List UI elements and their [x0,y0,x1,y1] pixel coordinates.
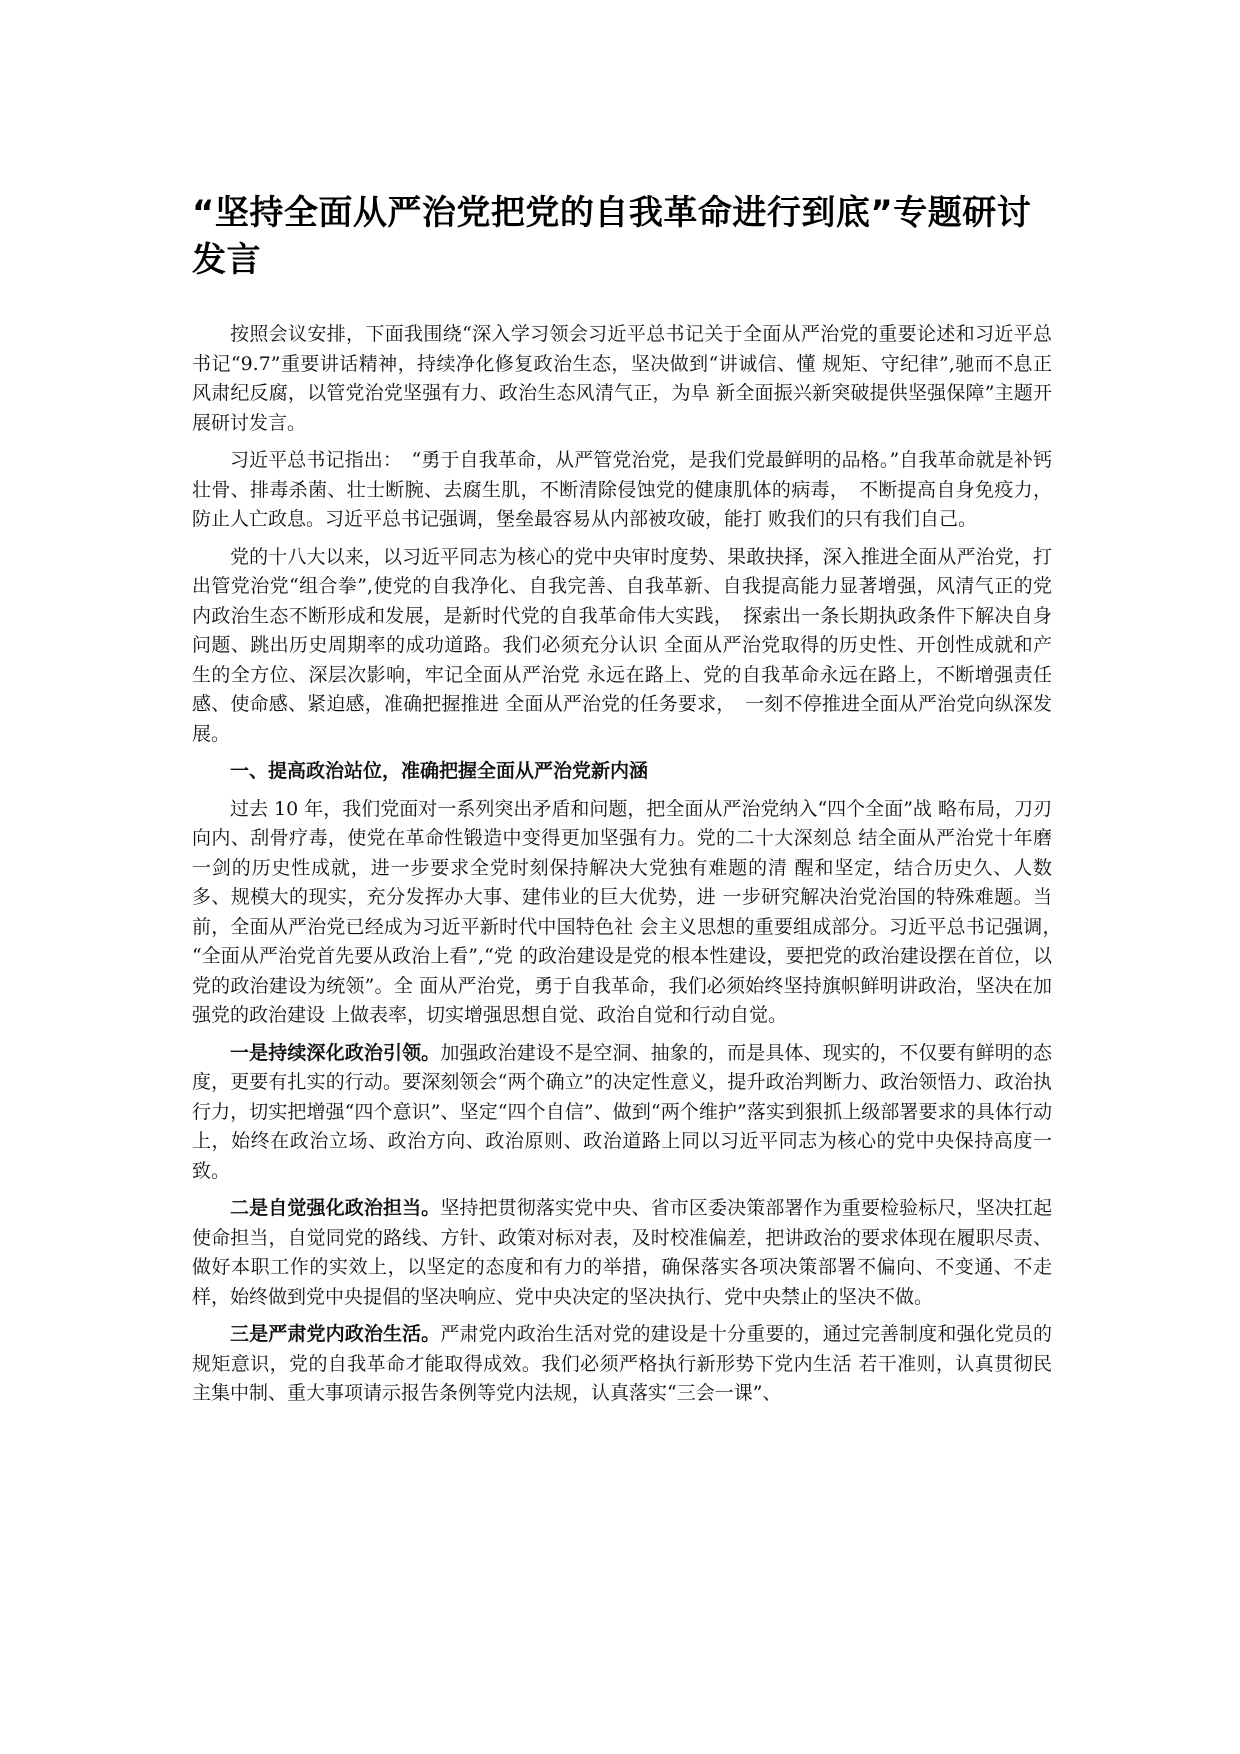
point-lead-2: 二是自觉强化政治担当。 [230,1197,441,1219]
point-text-3: 严肃党内政治生活对党的建设是十分重要的，通过完善制度和强化党员的规矩意识，党的自我革命才能取得成效。我们必须严格执行新形势下党内生活 若干准则，认真贯彻民主集中制、重大事项请示报告条例等党内法规，认真落实“三会一课”、 [192,1323,1052,1404]
point-text-2: 坚持把贯彻落实党中央、省市区委决策部署作为重要检验标尺，坚决扛起使命担当，自觉同党的路线、方针、政策对标对表，及时校准偏差，把讲政治的要求体现在履职尽责、做好本职工作的实效上，以坚定的态度和有力的举措，确保落实各项决策部署不偏向、不变通、不走样，始终做到党中央提倡的坚决响应、党中央决定的坚决执行、党中央禁止的坚决不做。 [192,1197,1052,1308]
background-paragraph: 党的十八大以来，以习近平同志为核心的党中央审时度势、果敢抉择，深入推进全面从严治党，打出管党治党“组合拳”,使党的自我净化、自我完善、自我革新、自我提高能力显著增强，风清气正的党内政治生态不断形成和发展，是新时代党的自我革命伟大实践， 探索出一条长期执政条件下解决自身问题、跳出历史周期率的成功道路。我们必须充分认识 全面从严治党取得的历史性、开创性成就和产生的全方位、深层次影响，牢记全面从严治党 永远在路上、党的自我革命永远在路上，不断增强责任感、使命感、紧迫感，准确把握推进 全面从严治党的任务要求， 一刻不停推进全面从严治党向纵深发展。 [192,545,1052,745]
point-paragraph-3 [192,1320,1052,1409]
document-title: “坚持全面从严治党把党的自我革命进行到底”专题研讨发言 [192,193,1032,280]
point-lead-1: 一是持续深化政治引领。 [230,1041,441,1064]
document-page [192,190,1072,1417]
section-heading: 一、提高政治站位，准确把握全面从严治党新内涵 [230,760,649,782]
point-paragraph-1 [192,1039,1052,1187]
point-text-1: 加强政治建设不是空洞、抽象的，而是具体、现实的，不仅要有鲜明的态度，更要有扎实的行动。要深刻领会“两个确立”的决定性意义，提升政治判断力、政治领悟力、政治执行力，切实把增强“四个意识”、坚定“四个自信”、做到“两个维护”落实到狠抓上级部署要求的具体行动上，始终在政治立场、政治方向、政治原则、政治道路上同以习近平同志为核心的党中央保持高度一致。 [192,1041,1052,1182]
intro-paragraph: 按照会议安排，下面我围绕“深入学习领会习近平总书记关于全面从严治党的重要论述和习近平总书记“9.7”重要讲话精神，持续净化修复政治生态，坚决做到“讲诚信、懂 规矩、守纪律”,驰而不息正风肃纪反腐，以管党治党坚强有力、政治生态风清气正，为阜 新全面振兴新突破提供坚强保障”主题开展研讨发言。 [192,323,1052,434]
point-paragraph-2 [192,1194,1052,1312]
section-intro-paragraph: 过去 10 年，我们党面对一系列突出矛盾和问题，把全面从严治党纳入“四个全面”战 略布局，刀刃向内、刮骨疗毒，使党在革命性锻造中变得更加坚强有力。党的二十大深刻总 结全面从严治党十年磨一剑的历史性成就，进一步要求全党时刻保持解决大党独有难题的清 醒和坚定，结合历史久、人数多、规模大的现实，充分发挥办大事、建伟业的巨大优势，进 一步研究解决治党治国的特殊难题。当前，全面从严治党已经成为习近平新时代中国特色社 会主义思想的重要组成部分。习近平总书记强调， “全面从严治党首先要从政治上看”,“党 的政治建设是党的根本性建设，要把党的政治建设摆在首位，以党的政治建设为统领”。全 面从严治党，勇于自我革命，我们必须始终坚持旗帜鲜明讲政治，坚决在加强党的政治建设 上做表率，切实增强思想自觉、政治自觉和行动自觉。 [192,797,1072,1026]
quote-paragraph: 习近平总书记指出： “勇于自我革命，从严管党治党，是我们党最鲜明的品格。”自我革命就是补钙壮骨、排毒杀菌、壮士断腕、去腐生肌，不断清除侵蚀党的健康肌体的病毒， 不断提高自身免疫力，防止人亡政息。习近平总书记强调，堡垒最容易从内部被攻破，能打 败我们的只有我们自己。 [192,449,1052,530]
point-lead-3: 三是严肃党内政治生活。 [230,1323,441,1345]
